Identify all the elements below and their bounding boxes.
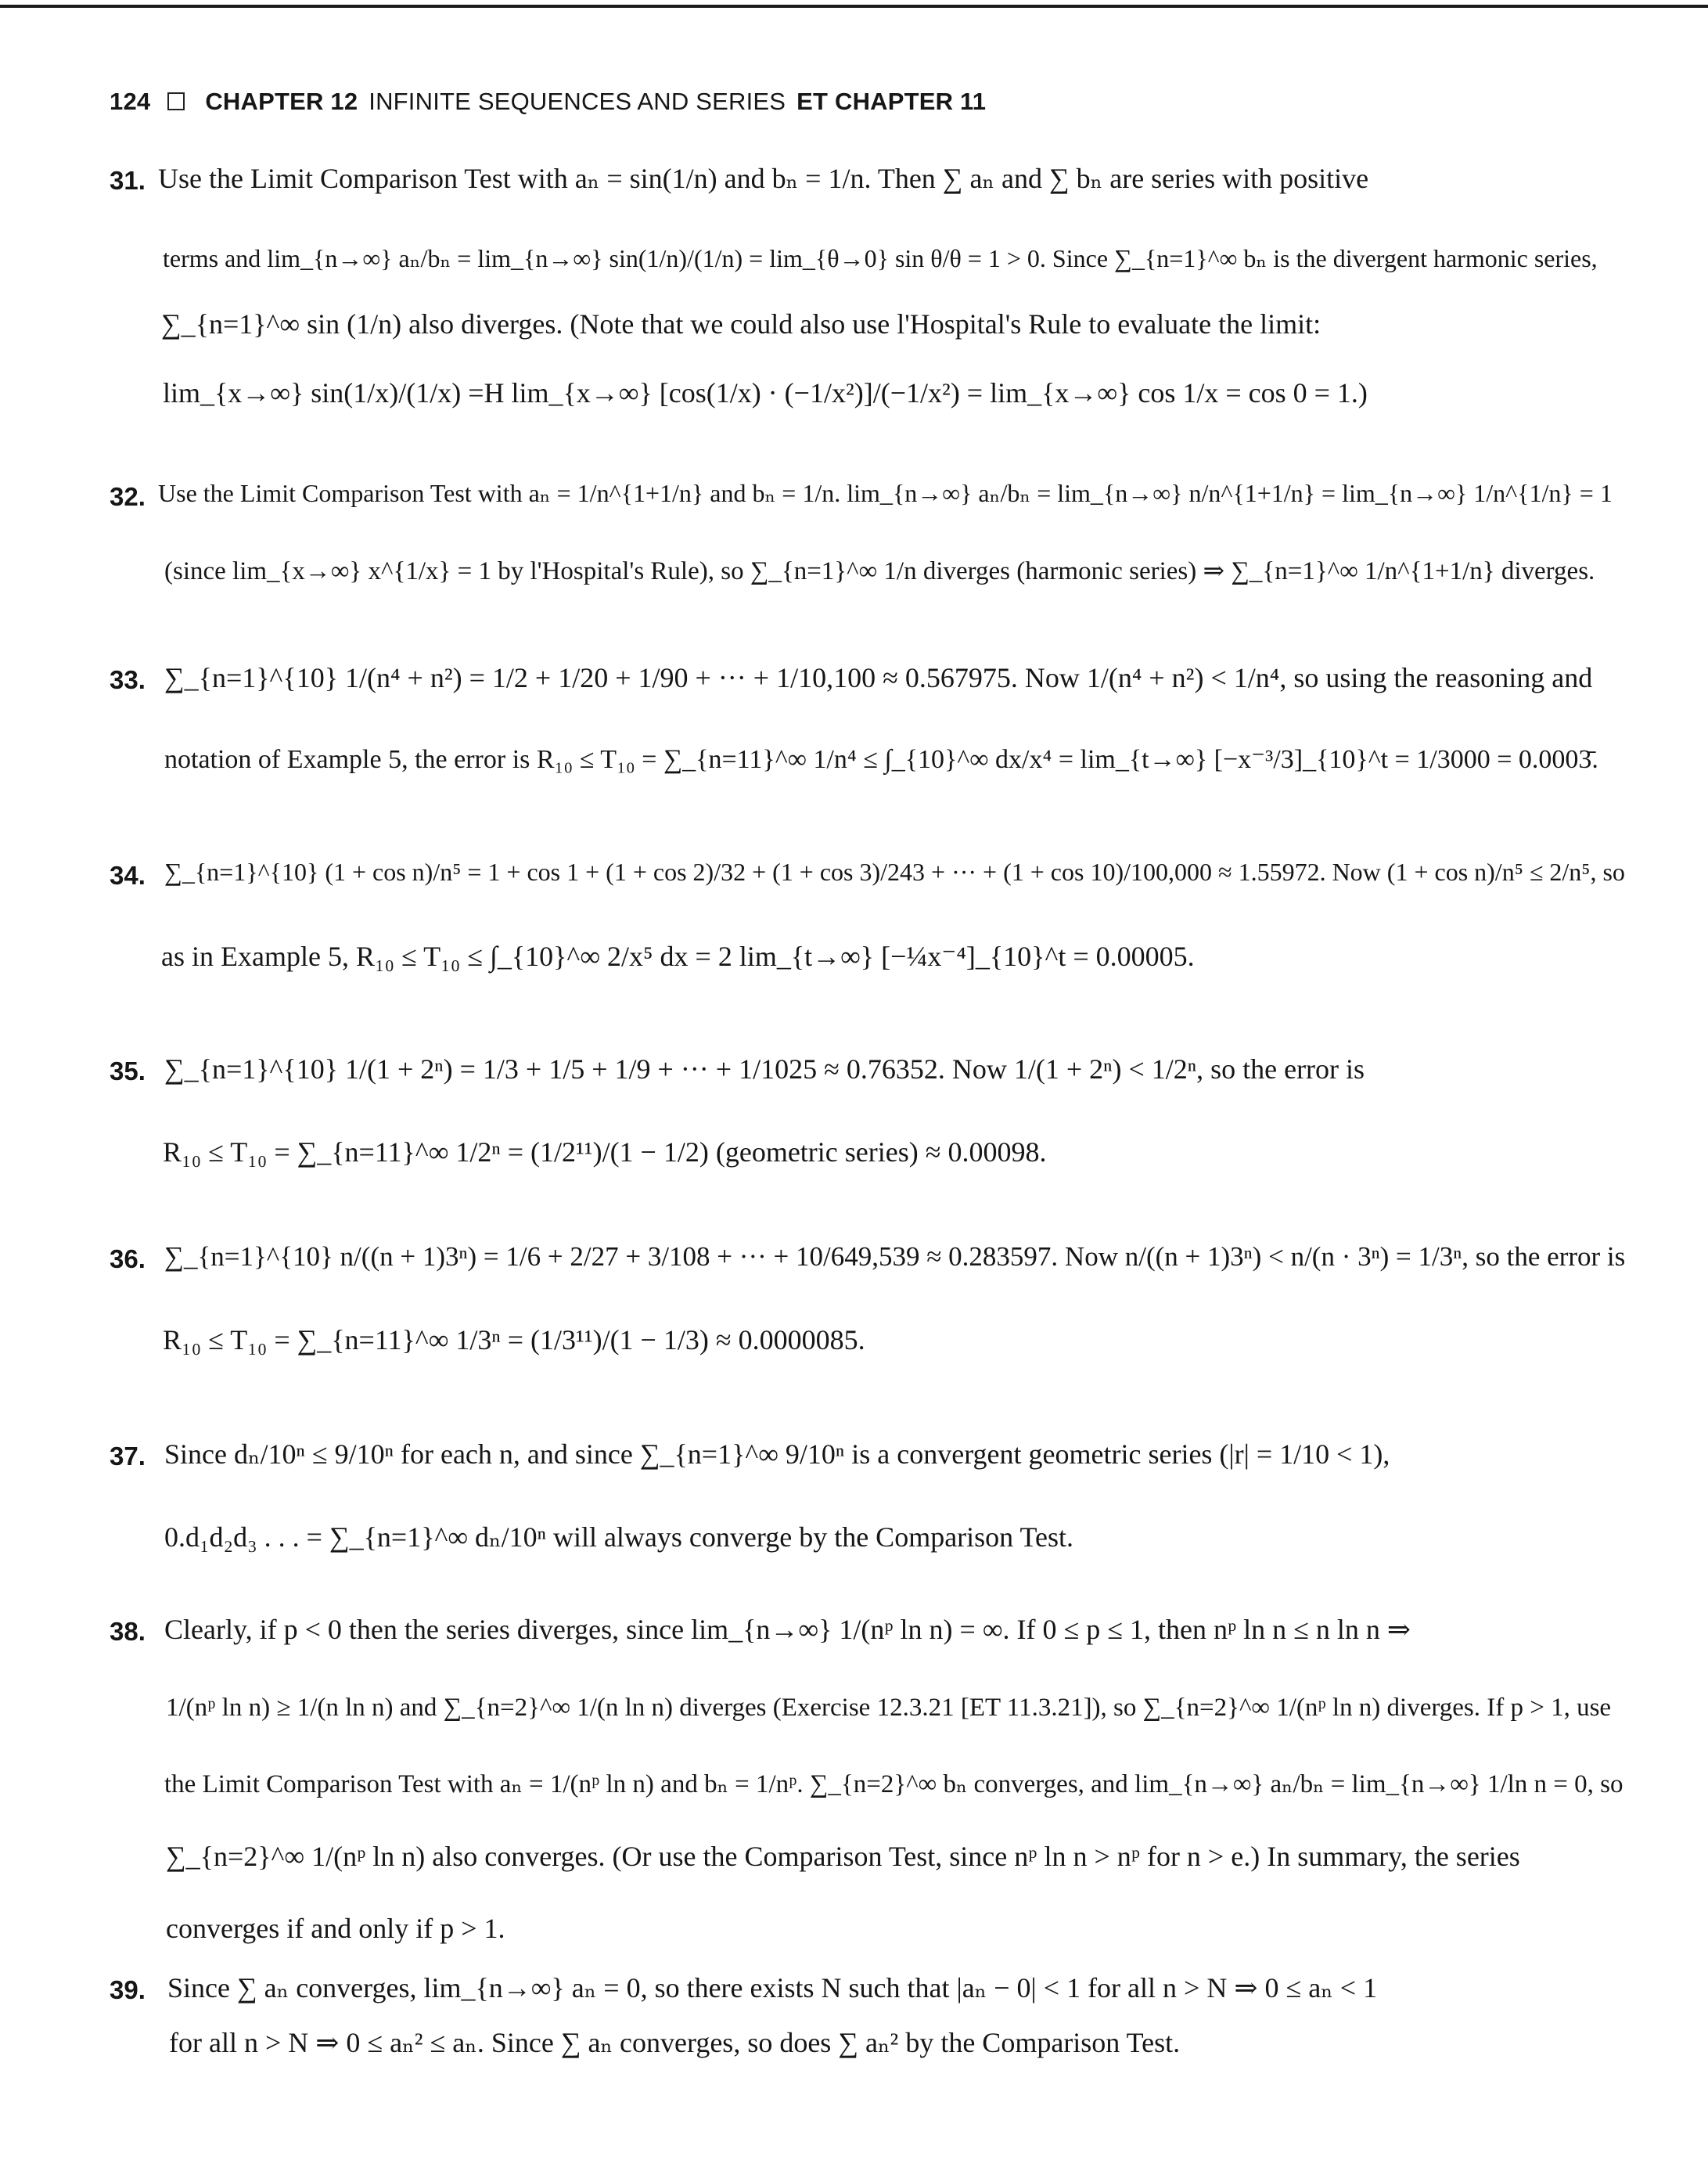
problem-number: 35. <box>110 1057 146 1085</box>
problem-line: R₁₀ ≤ T₁₀ = ∑_{n=11}^∞ 1/2ⁿ = (1/2¹¹)/(1 − 1/2) (geometric series) ≈ 0.00098. <box>163 1136 1047 1168</box>
square-icon <box>167 92 185 110</box>
problem-line: R₁₀ ≤ T₁₀ = ∑_{n=11}^∞ 1/3ⁿ = (1/3¹¹)/(1 − 1/3) ≈ 0.0000085. <box>163 1324 865 1355</box>
problem-line: lim_{x→∞} sin(1/x)/(1/x) =H lim_{x→∞} [cos(1/x) · (−1/x²)]/(−1/x²) = lim_{x→∞} cos 1/x = cos 0 = 1.) <box>163 377 1368 409</box>
problem-line: terms and lim_{n→∞} aₙ/bₙ = lim_{n→∞} sin(1/n)/(1/n) = lim_{θ→0} sin θ/θ = 1 > 0. Since ∑_{n=1}^∞ bₙ is the divergent harmonic series, <box>163 244 1598 272</box>
problem-line: the Limit Comparison Test with aₙ = 1/(nᵖ ln n) and bₙ = 1/nᵖ. ∑_{n=2}^∞ bₙ converges, and lim_{n→∞} aₙ/bₙ = lim_{n→∞} 1/ln n = 0, so <box>164 1770 1623 1798</box>
problem-line: ∑_{n=1}^{10} n/((n + 1)3ⁿ) = 1/6 + 2/27 + 3/108 + ··· + 10/649,539 ≈ 0.283597. Now n/((n + 1)3ⁿ) < n/(n · 3ⁿ) = 1/3ⁿ, so the error is <box>164 1241 1626 1272</box>
running-header <box>110 88 986 116</box>
problem-line: (since lim_{x→∞} x^{1/x} = 1 by l'Hospital's Rule), so ∑_{n=1}^∞ 1/n diverges (harmonic series) ⇒ ∑_{n=1}^∞ 1/n^{1+1/n} diverges. <box>164 557 1595 585</box>
chapter-title: INFINITE SEQUENCES AND SERIES <box>369 88 786 115</box>
problem-line: Clearly, if p < 0 then the series diverges, since lim_{n→∞} 1/(nᵖ ln n) = ∞. If 0 ≤ p ≤ 1, then nᵖ ln n ≤ n ln n ⇒ <box>164 1614 1411 1645</box>
page-number: 124 <box>110 88 151 115</box>
problem-line: Use the Limit Comparison Test with aₙ = sin(1/n) and bₙ = 1/n. Then ∑ aₙ and ∑ bₙ are series with positive <box>158 163 1369 194</box>
chapter-label: CHAPTER 12 <box>205 88 358 115</box>
problem-line: ∑_{n=1}^∞ sin (1/n) also diverges. (Note that we could also use l'Hospital's Rule to evaluate the limit: <box>161 308 1321 340</box>
problem-line: ∑_{n=1}^{10} 1/(1 + 2ⁿ) = 1/3 + 1/5 + 1/9 + ··· + 1/1025 ≈ 0.76352. Now 1/(1 + 2ⁿ) < 1/2ⁿ, so the error is <box>164 1053 1365 1085</box>
problem-line: ∑_{n=1}^{10} 1/(n⁴ + n²) = 1/2 + 1/20 + 1/90 + ··· + 1/10,100 ≈ 0.567975. Now 1/(n⁴ + n²) < 1/n⁴, so using the reasoning and <box>164 662 1593 693</box>
problem-line: converges if and only if p > 1. <box>166 1913 505 1944</box>
problem-line: ∑_{n=2}^∞ 1/(nᵖ ln n) also converges. (Or use the Comparison Test, since nᵖ ln n > nᵖ for n > e.) In summary, the series <box>166 1841 1520 1872</box>
problem-line: Use the Limit Comparison Test with aₙ = 1/n^{1+1/n} and bₙ = 1/n. lim_{n→∞} aₙ/bₙ = lim_{n→∞} n/n^{1+1/n} = lim_{n→∞} 1/n^{1/n} = 1 <box>158 479 1613 507</box>
problem-line: as in Example 5, R₁₀ ≤ T₁₀ ≤ ∫_{10}^∞ 2/x⁵ dx = 2 lim_{t→∞} [−¼x⁻⁴]_{10}^t = 0.00005. <box>161 941 1195 972</box>
problem-line: ∑_{n=1}^{10} (1 + cos n)/n⁵ = 1 + cos 1 + (1 + cos 2)/32 + (1 + cos 3)/243 + ··· + (1 + cos 10)/100,000 ≈ 1.55972. Now (1 + cos n)/n⁵ ≤ 2/n⁵, so <box>164 858 1625 886</box>
problem-line: for all n > N ⇒ 0 ≤ aₙ² ≤ aₙ. Since ∑ aₙ converges, so does ∑ aₙ² by the Comparison Test. <box>169 2027 1181 2058</box>
problem-number: 34. <box>110 861 146 890</box>
et-chapter-label: ET CHAPTER 11 <box>796 88 987 115</box>
problem-number: 38. <box>110 1617 146 1646</box>
problem-number: 39. <box>110 1975 146 2004</box>
page-top-rule <box>0 5 1708 8</box>
problem-line: Since dₙ/10ⁿ ≤ 9/10ⁿ for each n, and since ∑_{n=1}^∞ 9/10ⁿ is a convergent geometric series (|r| = 1/10 < 1), <box>164 1438 1390 1470</box>
problem-line: 1/(nᵖ ln n) ≥ 1/(n ln n) and ∑_{n=2}^∞ 1/(n ln n) diverges (Exercise 12.3.21 [ET 11.3.21]), so ∑_{n=2}^∞ 1/(nᵖ ln n) diverges. If p > 1, use <box>166 1694 1612 1722</box>
problem-line: Since ∑ aₙ converges, lim_{n→∞} aₙ = 0, so there exists N such that |aₙ − 0| < 1 for all n > N ⇒ 0 ≤ aₙ < 1 <box>167 1972 1378 2003</box>
problem-line: notation of Example 5, the error is R₁₀ ≤ T₁₀ = ∑_{n=11}^∞ 1/n⁴ ≤ ∫_{10}^∞ dx/x⁴ = lim_{t→∞} [−x⁻³/3]_{10}^t = 1/3000 = 0.0003̄. <box>164 745 1598 774</box>
problem-number: 31. <box>110 166 146 195</box>
problem-line: 0.d₁d₂d₃ . . . = ∑_{n=1}^∞ dₙ/10ⁿ will always converge by the Comparison Test. <box>164 1521 1073 1553</box>
problem-number: 36. <box>110 1244 146 1273</box>
problem-number: 32. <box>110 482 146 511</box>
problem-number: 33. <box>110 665 146 694</box>
problem-number: 37. <box>110 1442 146 1471</box>
